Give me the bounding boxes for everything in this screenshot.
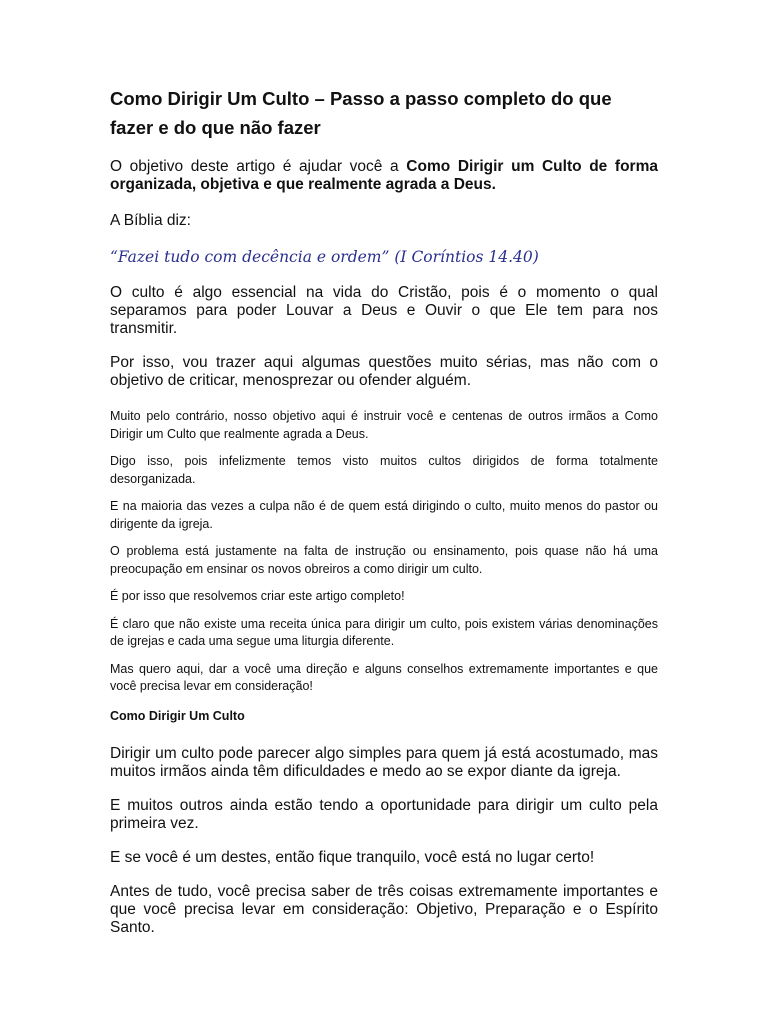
article-title: Como Dirigir Um Culto – Passo a passo completo do que fazer e do que não fazer	[110, 88, 612, 138]
paragraph-e-se-voce: E se você é um destes, então fique tranquilo, você está no lugar certo!	[110, 848, 595, 866]
document-body	[110, 84, 658, 937]
intro-prefix: O objetivo deste artigo é ajudar você a	[110, 158, 407, 175]
paragraph-dirigir-um-culto: Dirigir um culto pode parecer algo simples para quem já está acostumado, mas muitos irmãos ainda têm dificuldades e medo ao se expor diante da igreja.	[110, 744, 658, 780]
bible-quote: “Fazei tudo com decência e ordem” (I Coríntios 14.40)	[110, 248, 539, 266]
paragraph-digo-isso: Digo isso, pois infelizmente temos visto muitos cultos dirigidos de forma totalmente desorganizada.	[110, 454, 658, 486]
paragraph-antes-de-tudo: Antes de tudo, você precisa saber de três coisas extremamente importantes e que você precisa levar em consideração: Objetivo, Preparação e o Espírito Santo.	[110, 882, 658, 936]
intro-paragraph	[110, 158, 658, 194]
paragraph-o-problema: O problema está justamente na falta de instrução ou ensinamento, pois quase não há uma preocupação em ensinar os novos obreiros a como dirigir um culto.	[110, 544, 658, 576]
paragraph-culto-essencial: O culto é algo essencial na vida do Cristão, pois é o momento o qual separamos para poder Louvar a Deus e Ouvir o que Ele tem para nos transmitir.	[110, 284, 658, 337]
paragraph-e-por-isso: É por isso que resolvemos criar este artigo completo!	[110, 589, 405, 603]
paragraph-por-isso: Por isso, vou trazer aqui algumas questões muito sérias, mas não com o objetivo de criticar, menosprezar ou ofender alguém.	[110, 354, 658, 389]
paragraph-mas-quero: Mas quero aqui, dar a você uma direção e alguns conselhos extremamente importantes e que você precisa levar em consideração!	[110, 661, 658, 693]
section-heading: Como Dirigir Um Culto	[110, 708, 245, 723]
paragraph-e-na-maioria: E na maioria das vezes a culpa não é de quem está dirigindo o culto, muito menos do pastor ou dirigente da igreja.	[110, 499, 658, 531]
paragraph-muito-pelo: Muito pelo contrário, nosso objetivo aqui é instruir você e centenas de outros irmãos a Como Dirigir um Culto que realmente agrada a Deus.	[110, 409, 658, 441]
paragraph-e-claro: É claro que não existe uma receita única para dirigir um culto, pois existem várias denominações de igrejas e cada uma segue uma liturgia diferente.	[110, 616, 658, 648]
bible-says: A Bíblia diz:	[110, 212, 191, 229]
paragraph-e-muitos-outros: E muitos outros ainda estão tendo a oportunidade para dirigir um culto pela primeira vez.	[110, 796, 658, 832]
intro-bold: Como Dirigir um Culto de forma organizada, objetiva e que realmente agrada a Deus.	[110, 158, 658, 193]
